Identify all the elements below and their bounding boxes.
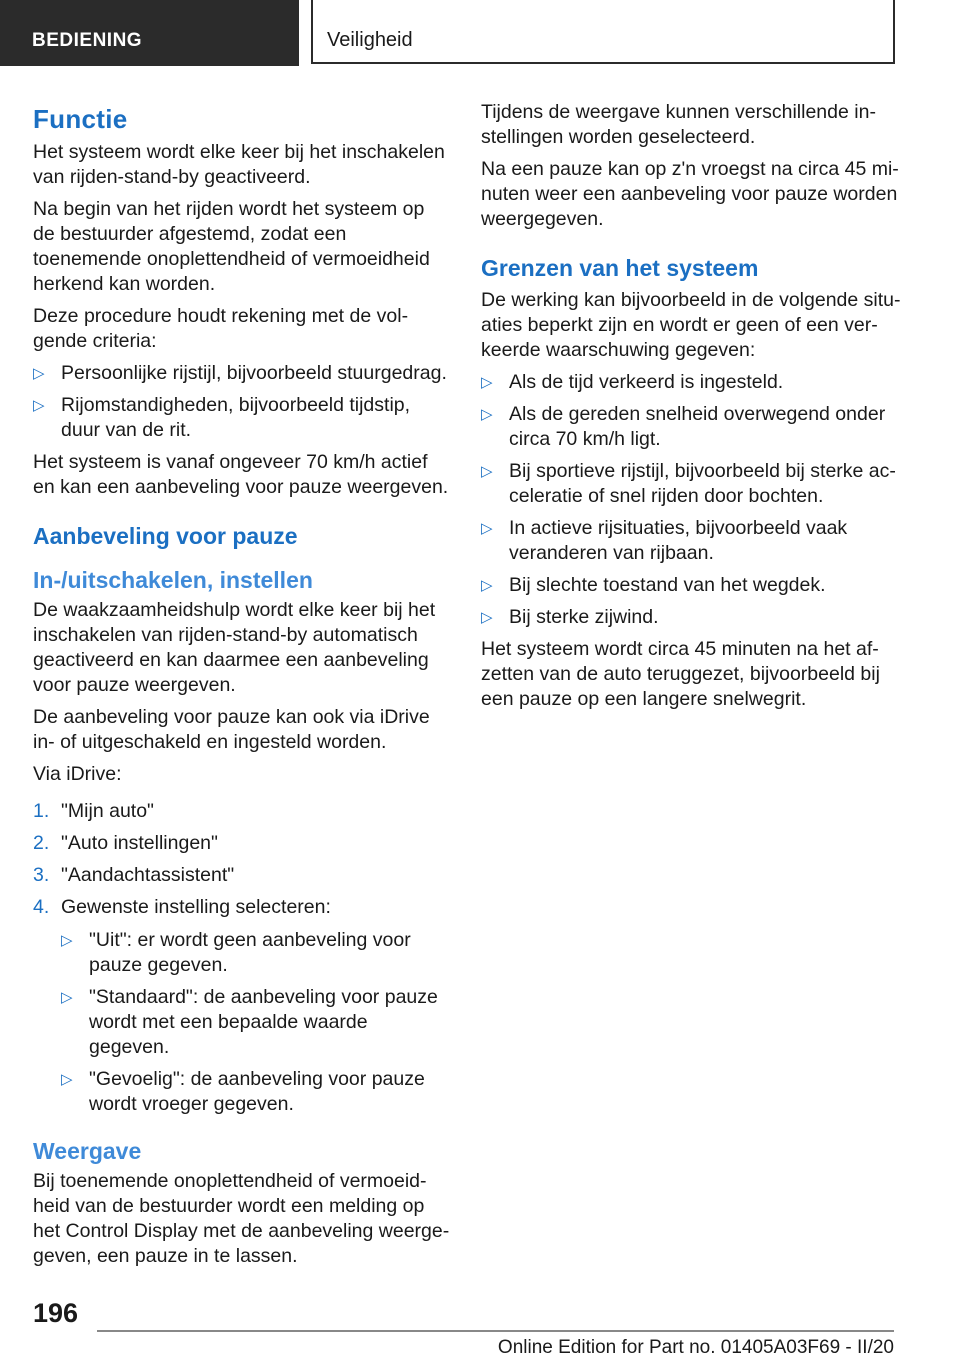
- step-text: "Auto instellingen": [61, 832, 218, 854]
- list-item-text: "Standaard": de aanbeveling voor pauze wordt met een bepaalde waarde gegeven.: [89, 986, 438, 1058]
- triangle-bullet-icon: ▷: [481, 374, 493, 391]
- list-item-text: In actieve rijsituaties, bijvoorbeeld vaak veranderen van rijbaan.: [509, 517, 848, 564]
- list-item: [33, 393, 451, 443]
- step-number: 2.: [33, 832, 50, 854]
- list-item-text: "Gevoelig": de aanbeveling voor pauze wordt vroeger gegeven.: [89, 1068, 425, 1115]
- paragraph: Bij toenemende onoplettendheid of vermoeidheid van de bestuurder wordt een melding op het Control Display met de aanbeveling weergegeven, een pauze in te lassen.: [33, 1170, 450, 1267]
- list-item-text: Bij sportieve rijstijl, bijvoorbeeld bij sterke acceleratie of snel rijden door bochten.: [509, 460, 896, 507]
- heading-functie: Functie: [33, 104, 128, 134]
- step-item: [33, 799, 451, 824]
- paragraph: Het systeem is vanaf ongeveer 70 km/h actief en kan een aanbeveling voor pauze weergeven.: [33, 451, 449, 498]
- list-item: [481, 370, 901, 395]
- paragraph: Het systeem wordt circa 45 minuten na het afzetten van de auto teruggezet, bijvoorbeeld bij een pauze op een langere snelwegrit.: [481, 638, 880, 710]
- list-item-text: Persoonlijke rijstijl, bijvoorbeeld stuurgedrag.: [61, 362, 447, 384]
- paragraph: Na een pauze kan op z'n vroegst na circa 45 minuten weer een aanbeveling voor pauze worden weergegeven.: [481, 158, 899, 230]
- triangle-bullet-icon: ▷: [33, 365, 45, 382]
- step-text: Gewenste instelling selecteren:: [61, 896, 331, 918]
- list-item: [33, 361, 451, 386]
- list-item: [481, 573, 901, 598]
- list-item: [61, 928, 451, 978]
- list-item-text: Als de gereden snelheid overwegend onder circa 70 km/h ligt.: [509, 403, 886, 450]
- step-text: "Mijn auto": [61, 800, 154, 822]
- triangle-bullet-icon: ▷: [481, 406, 493, 423]
- criteria-list: [33, 361, 451, 443]
- idrive-steps: [33, 799, 451, 1117]
- list-item: [481, 605, 901, 630]
- paragraph: Na begin van het rijden wordt het systeem op de bestuurder afgestemd, zodat een toenemende onoplettendheid of vermoeidheid herkend kan worden.: [33, 198, 430, 295]
- limits-list: [481, 370, 901, 630]
- section-tab: BEDIENING: [0, 0, 299, 66]
- step-number: 3.: [33, 864, 50, 886]
- triangle-bullet-icon: ▷: [481, 463, 493, 480]
- list-item: [481, 459, 901, 509]
- options-list: [61, 928, 451, 1117]
- triangle-bullet-icon: ▷: [481, 520, 493, 537]
- heading-grenzen: Grenzen van het systeem: [481, 255, 759, 281]
- paragraph: Deze procedure houdt rekening met de volgende criteria:: [33, 305, 409, 352]
- paragraph: Via iDrive:: [33, 763, 122, 785]
- triangle-bullet-icon: ▷: [33, 397, 45, 414]
- paragraph: De aanbeveling voor pauze kan ook via iDrive in- of uitgeschakeld en ingesteld worden.: [33, 706, 430, 753]
- right-column: [481, 100, 901, 719]
- step-text: "Aandachtassistent": [61, 864, 235, 886]
- list-item-text: Rijomstandigheden, bijvoorbeeld tijdstip, duur van de rit.: [61, 394, 411, 441]
- page-header: [0, 0, 960, 66]
- list-item: [61, 1067, 451, 1117]
- list-item-text: Bij slechte toestand van het wegdek.: [509, 574, 826, 596]
- heading-aanbeveling: Aanbeveling voor pauze: [33, 523, 298, 549]
- step-number: 1.: [33, 800, 50, 822]
- triangle-bullet-icon: ▷: [61, 989, 73, 1006]
- list-item-text: Bij sterke zijwind.: [509, 606, 659, 628]
- paragraph: De werking kan bijvoorbeeld in de volgende situaties beperkt zijn en wordt er geen of een verkeerde waarschuwing gegeven:: [481, 289, 901, 361]
- list-item: [481, 402, 901, 452]
- list-item-text: "Uit": er wordt geen aanbeveling voor pauze gegeven.: [89, 929, 411, 976]
- left-column: [33, 100, 451, 1276]
- list-item: [61, 985, 451, 1060]
- footer-divider: [97, 1330, 894, 1332]
- heading-weergave: Weergave: [33, 1138, 142, 1164]
- chapter-title: Veiligheid: [311, 0, 895, 64]
- paragraph: De waakzaamheidshulp wordt elke keer bij het inschakelen van rijden-stand-by automatisch geactiveerd en kan daarmee een aanbeveling voor pauze weergeven.: [33, 599, 436, 696]
- step-number: 4.: [33, 896, 50, 918]
- step-item: [33, 895, 451, 1117]
- step-item: [33, 831, 451, 856]
- list-item-text: Als de tijd verkeerd is ingesteld.: [509, 371, 784, 393]
- edition-text: Online Edition for Part no. 01405A03F69 - II/20: [497, 1337, 894, 1358]
- triangle-bullet-icon: ▷: [481, 609, 493, 626]
- paragraph: Het systeem wordt elke keer bij het inschakelen van rijden-stand-by geactiveerd.: [33, 141, 445, 188]
- heading-in-uitschakelen: In-/uitschakelen, instellen: [33, 567, 313, 593]
- triangle-bullet-icon: ▷: [61, 932, 73, 949]
- triangle-bullet-icon: ▷: [481, 577, 493, 594]
- paragraph: Tijdens de weergave kunnen verschillende instellingen worden geselecteerd.: [481, 101, 876, 148]
- step-item: [33, 863, 451, 888]
- triangle-bullet-icon: ▷: [61, 1071, 73, 1088]
- list-item: [481, 516, 901, 566]
- page-number: 196: [33, 1298, 79, 1328]
